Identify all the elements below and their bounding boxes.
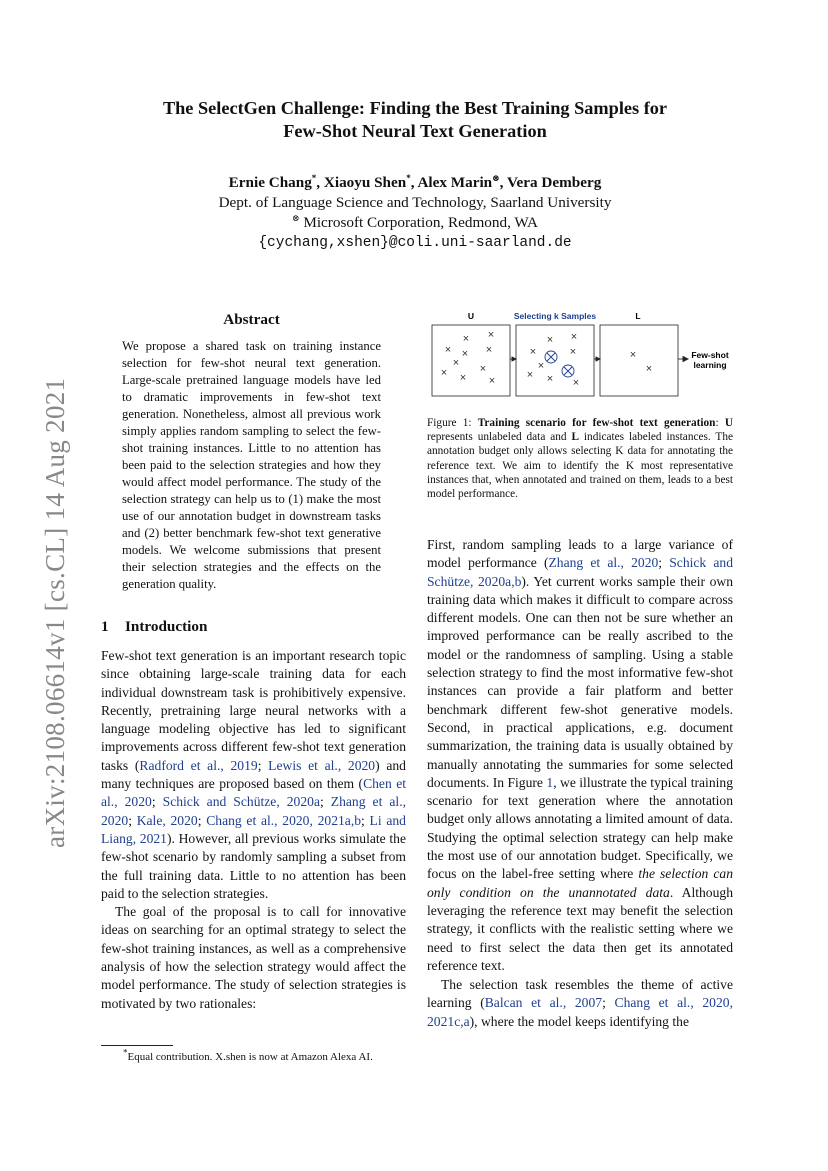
author-2: Xiaoyu Shen — [323, 174, 407, 191]
footnote — [101, 1047, 406, 1064]
citation-link[interactable]: Balcan et al., 2007 — [484, 995, 603, 1011]
data-point: × — [572, 377, 580, 389]
selected-sample-cross — [564, 367, 572, 375]
rationale-paragraph — [427, 536, 733, 975]
text-run: represents unlabeled data and — [427, 431, 572, 444]
data-point: × — [485, 344, 493, 356]
caption-colon: : — [715, 417, 725, 429]
citation-link[interactable]: Kale, 2020 — [136, 812, 198, 828]
affiliation-1: Dept. of Language Science and Technology, Saarland University — [218, 194, 612, 211]
text-run: Few-shot text generation is an important research topic since obtaining large-scale training data for each individual downstream task is prohibitively expensive. Recently, pretraining large neural networks with a language modeling objective has led to significant improvements across different few-shot text generation tasks ( — [101, 648, 406, 773]
author-3: Alex Marin — [417, 174, 493, 191]
text-run: First, random sampling leads to a large variance of model performance ( — [427, 537, 733, 571]
selection-points — [527, 331, 579, 389]
unlabeled-points — [441, 329, 495, 387]
text-run: ; — [257, 757, 269, 773]
text-run: ; — [128, 812, 137, 828]
unlabeled-box — [432, 325, 510, 396]
citation-link[interactable]: Chang et al., 2020, 2021a,b — [206, 812, 362, 828]
text-run: ; — [361, 812, 370, 828]
author-1: Ernie Chang — [228, 174, 312, 191]
author-names: Ernie Chang*, Xiaoyu Shen*, Alex Marin⊗, Vera Demberg — [228, 172, 602, 191]
text-run: ). Yet current works sample their own training data which makes it difficult to compare across different models. One can then not be sure whether an improved performance can be really ascribed to the model or the randomness of sampling. Using a stable selection strategy to find the most informative few-shot instances can provide a fair platform and better benchmark different few-shot generative models. Second, in practical applications, e.g. document summarization, the training data is usually obtained by manually annotating the summaries for some selected documents. In Figure — [427, 573, 733, 790]
citation-link[interactable]: Schick and Schütze, 2020a,b — [427, 555, 734, 589]
citation-link[interactable]: Radford et al., 2019 — [139, 757, 258, 773]
output-label-line-2: learning — [693, 360, 727, 370]
data-point: × — [488, 375, 496, 387]
affiliation-2-text: Microsoft Corporation, Redmond, WA — [303, 214, 539, 231]
section-heading — [101, 618, 207, 636]
paper-title — [70, 97, 760, 143]
data-point: × — [570, 331, 578, 343]
caption-symbol-l: L — [571, 431, 579, 444]
author-2-mark: * — [406, 172, 411, 183]
figure-1-caption — [427, 416, 733, 501]
text-run: ; — [197, 812, 207, 828]
citation-link[interactable]: Chang et al., 2020, 2021c,a — [427, 995, 733, 1029]
data-point: × — [546, 373, 554, 385]
arrow-head — [683, 357, 688, 362]
text-run: ; — [658, 555, 670, 571]
citation-link[interactable]: Schick and Schütze, 2020a — [162, 794, 320, 810]
footnote-rule — [101, 1045, 173, 1046]
section-number: 1 — [101, 618, 109, 635]
footnote-text: Equal contribution. X.shen is now at Amazon Alexa AI. — [127, 1051, 373, 1063]
text-run: ; — [151, 794, 163, 810]
text-run: ; — [602, 995, 615, 1011]
data-point: × — [537, 360, 545, 372]
figure-1-diagram — [427, 310, 737, 400]
figure-reference-link[interactable]: 1 — [546, 774, 554, 790]
data-point: × — [629, 349, 637, 361]
text-run: ), where the model keeps identifying the — [469, 1013, 689, 1029]
title-line-1: The SelectGen Challenge: Finding the Best Training Samples for — [162, 98, 668, 118]
abstract-text: We propose a shared task on training instance selection for few-shot neural text generation. Large-scale pretrained language models have led to dramatic improvements in few-shot text generation. Nonetheless, almost all previous work simply applies random sampling to select the few-shot training instances. Little to no attention has been paid to the selection strategies and how they would affect model performance. The study of the selection strategy can help us to (1) make the most use of our annotation budget in downstream tasks and (2) better benchmark few-shot text generative models. We welcome submissions that present their selection strategies and the effects on the generation quality. — [122, 339, 381, 591]
data-point: × — [462, 333, 470, 345]
citation-link[interactable]: Li and Liang, 2021 — [101, 812, 406, 846]
title-line-2: Few-Shot Neural Text Generation — [283, 121, 547, 141]
section-title: Introduction — [125, 618, 208, 635]
caption-title: Training scenario for few-shot text generation — [477, 417, 716, 429]
labeled-points — [630, 349, 652, 375]
data-point: × — [645, 363, 653, 375]
data-point: × — [529, 346, 537, 358]
author-1-mark: * — [311, 172, 317, 183]
text-run: ; — [319, 794, 331, 810]
affiliation-2 — [0, 213, 828, 233]
flow-arrows — [510, 357, 688, 362]
data-point: × — [569, 346, 577, 358]
arxiv-identifier: arXiv:2108.06614v1 [cs.CL] 14 Aug 2021 — [40, 377, 70, 848]
text-run: The selection task resembles the theme of active learning ( — [427, 977, 733, 1011]
caption-prefix: Figure 1: — [427, 417, 478, 429]
footnote-mark: * — [123, 1047, 128, 1058]
arrow-head — [512, 357, 516, 361]
text-run: . Although leveraging the reference text may benefit the selection strategy, it conflicts with the realistic setting where we need to first select the data then get its annotated reference text. — [427, 884, 733, 973]
data-point: × — [546, 334, 554, 346]
author-emails: {cychang,xshen}@coli.uni-saarland.de — [258, 235, 572, 251]
selected-sample-cross — [547, 353, 555, 361]
intro-paragraph-2: The goal of the proposal is to call for innovative ideas on searching for an optimal strategy to select the few-shot training instances, as well as a comprehensive analysis of how the selection strategy would affect the model performance. The study of selection strategies is motivated by two rationales: — [101, 904, 406, 1011]
data-point: × — [452, 357, 460, 369]
data-point: × — [440, 367, 448, 379]
emphasis-text: the selection can only condition on the unannotated data — [427, 866, 733, 900]
right-column-body — [427, 536, 733, 1031]
data-point: × — [444, 344, 452, 356]
citation-link[interactable]: Zhang et al., 2020 — [101, 794, 406, 828]
text-run: indicates labeled instances. The annotation budget only allows selecting K data for annotating the reference text. We aim to identify the K most representative instances that, when annotated and trained on them, leads to a best model performance. — [427, 431, 733, 501]
citation-link[interactable]: Chen et al., 2020 — [101, 776, 407, 810]
author-block — [0, 173, 828, 253]
label-selection-step: Selecting k Samples — [513, 311, 597, 321]
data-point: × — [459, 372, 467, 384]
labeled-box — [600, 325, 678, 396]
author-3-mark: ⊗ — [492, 172, 500, 183]
intro-paragraph-1 — [101, 647, 406, 903]
text-run: ). However, all previous works simulate the few-shot scenario by randomly sampling a subset from the full training data. Little to no attention has been paid to the selection strategies. — [101, 830, 406, 901]
text-run: ) and many techniques are proposed based on them ( — [101, 757, 406, 792]
arrow-head — [596, 357, 600, 361]
output-label-line-1: Few-shot — [691, 350, 729, 360]
data-point: × — [461, 348, 469, 360]
citation-link[interactable]: Zhang et al., 2020 — [548, 555, 659, 571]
label-unlabeled-set: U — [467, 311, 475, 321]
data-point: × — [479, 363, 487, 375]
abstract-heading: Abstract — [223, 311, 280, 328]
left-column-body — [101, 647, 406, 1013]
author-4: Vera Demberg — [506, 174, 602, 191]
caption-symbol-u: U — [724, 417, 733, 429]
active-learning-paragraph — [427, 976, 733, 1031]
data-point: × — [526, 369, 534, 381]
data-point: × — [487, 329, 495, 341]
affiliation-2-mark: ⊗ — [291, 212, 300, 223]
text-run: , we illustrate the typical training scenario for text generation where the annotation budget only allows annotating a limited amount of data. Studying the optimal selection strategy can help make the most use of our annotation budget. Specifically, we focus on the label-free setting where — [427, 774, 734, 882]
citation-link[interactable]: Lewis et al., 2020 — [268, 757, 376, 773]
label-labeled-set: L — [635, 311, 641, 321]
